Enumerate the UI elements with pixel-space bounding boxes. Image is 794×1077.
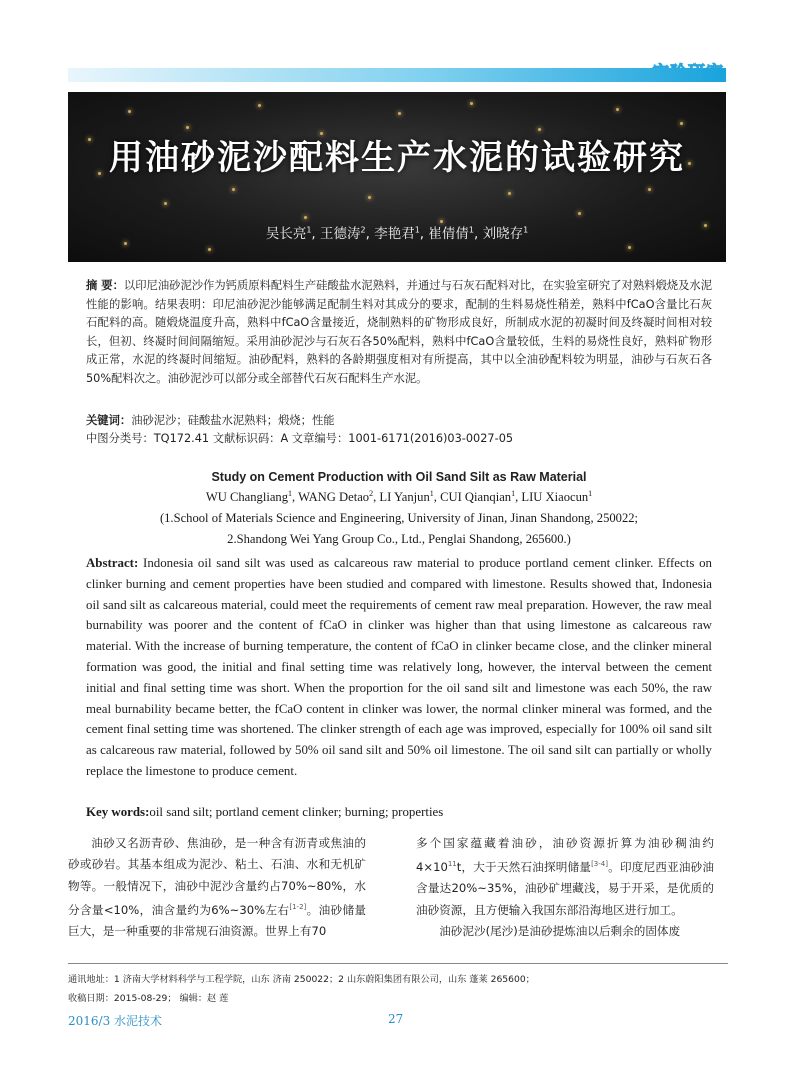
footnote-divider	[68, 963, 728, 964]
classification-line: 中图分类号：TQ172.41 文献标识码：A 文章编号：1001-6171(2016)03-0027-05	[86, 432, 514, 445]
authors-en: WU Changliang$^1$, WANG Detao$^2$, LI Yanjun$^1$, CUI Qianqian$^1$, LIU Xiaocun$^1$	[205, 489, 593, 505]
abstract-en	[86, 553, 712, 782]
body-column-1: 油砂又名沥青砂、焦油砂，是一种含有沥青或焦油的砂或砂岩。其基本组成为泥沙、粘土、石油、水和无机矿物等。一般情况下，油砂中泥沙含量约占70%~80%，水分含量<10%，油含量约为6%~30%左右[1-2]。油砂储量巨大，是一种重要的非常规石油资源。世界上有70	[68, 836, 366, 939]
abstract-en-text: Indonesia oil sand silt was used as calcareous raw material to produce portland cement clinker. Effects on clinker burning and cement properties have been studied and compared with limestone. Results showed that, Indonesia oil sand silt as calcareous material, could meet the requirements of cement raw meal preparation. However, the raw meal burnability was poorer and the content of fCaO in clinker was higher than that using limestone as calcareous raw material. With the increase of burning temperature, the content of fCaO in clinker became close, and the clinker mineral formation was good, the initial and final setting time was relatively long, however, the interval between the cement initial and final setting time was short. When the proportion for the oil sand silt and limestone was each 50%, the raw meal burnability became better, the fCaO content in clinker was lower, the normal clinker mineral was formed, and the cement final setting time was shortened. The clinker strength of each age was improved, especially for 100% oil sand silt as calcareous raw material, followed by 50% oil sand silt and 50% oil limestone. The oil sand silt can partially or wholly replace the limestone to produce cement.	[86, 556, 712, 778]
authors-cn: 吴长亮$^1$, 王德涛$^2$, 李艳君$^1$, 崔倩倩$^1$, 刘晓存$^1$	[265, 225, 529, 242]
affiliation-en-1: (1.School of Materials Science and Engineering, University of Jinan, Jinan Shandong, 250022;	[159, 511, 639, 525]
abstract-cn	[86, 277, 712, 389]
footnote-address: 通讯地址：1 济南大学材料科学与工程学院，山东 济南 250022；2 山东蔚阳集团有限公司，山东 蓬莱 265600；	[68, 974, 535, 985]
abstract-cn-label: 摘 要：	[86, 279, 124, 292]
keywords-cn: 关键词：油砂泥沙；硅酸盐水泥熟料；煅烧；性能	[86, 414, 335, 427]
abstract-en-label: Abstract:	[86, 556, 139, 570]
keywords-en: Key words:oil sand silt; portland cement clinker; burning; properties	[86, 805, 444, 819]
abstract-cn-text: 以印尼油砂泥沙作为钙质原料配料生产硅酸盐水泥熟料，并通过与石灰石配料对比，在实验室研究了对熟料煅烧及水泥性能的影响。结果表明：印尼油砂泥沙能够满足配制生料对其成分的要求，配制的生料易烧性稍差，熟料中fCaO含量比石灰石配料的高。随煅烧温度升高，熟料中fCaO含量接近，烧制熟料的矿物形成良好，所制成水泥的初凝时间及终凝时间相对较长，但初、终凝时间间隔缩短。采用油砂泥沙与石灰石各50%配料，熟料中fCaO含量较低，生料的易烧性良好，熟料矿物形成正常，水泥的终凝时间缩短。油砂配料，熟料的各龄期强度相对有所提高，其中以全油砂配料较为明显，油砂与石灰石各50%配料次之。油砂泥沙可以部分或全部替代石灰石配料生产水泥。	[86, 279, 713, 385]
footnote-date: 收稿日期：2015-08-29； 编辑：赵 莲	[68, 993, 229, 1004]
article-title: 用油砂泥沙配料生产水泥的试验研究	[109, 138, 685, 178]
body-column-2: 多个国家蕴藏着油砂，油砂资源折算为油砂稠油约$4\times 10^{11}t$，大于天然石油探明储量[3-4]。印度尼西亚油砂油含量达20%~35%，油砂矿埋藏浅，易于开采，是优质的油砂资源，且方便输入我国东部沿海地区进行加工。 油砂泥沙(尾沙)是油砂提炼油以后剩余的固体废	[416, 836, 714, 939]
affiliation-en-2: 2.Shandong Wei Yang Group Co., Ltd., Penglai Shandong, 265600.)	[227, 532, 571, 546]
journal-footer: 2016/3 水泥技术	[68, 1014, 163, 1028]
header-bar	[68, 68, 726, 82]
page-number: 27	[388, 1012, 404, 1026]
title-en: Study on Cement Production with Oil Sand Silt as Raw Material	[211, 470, 587, 484]
